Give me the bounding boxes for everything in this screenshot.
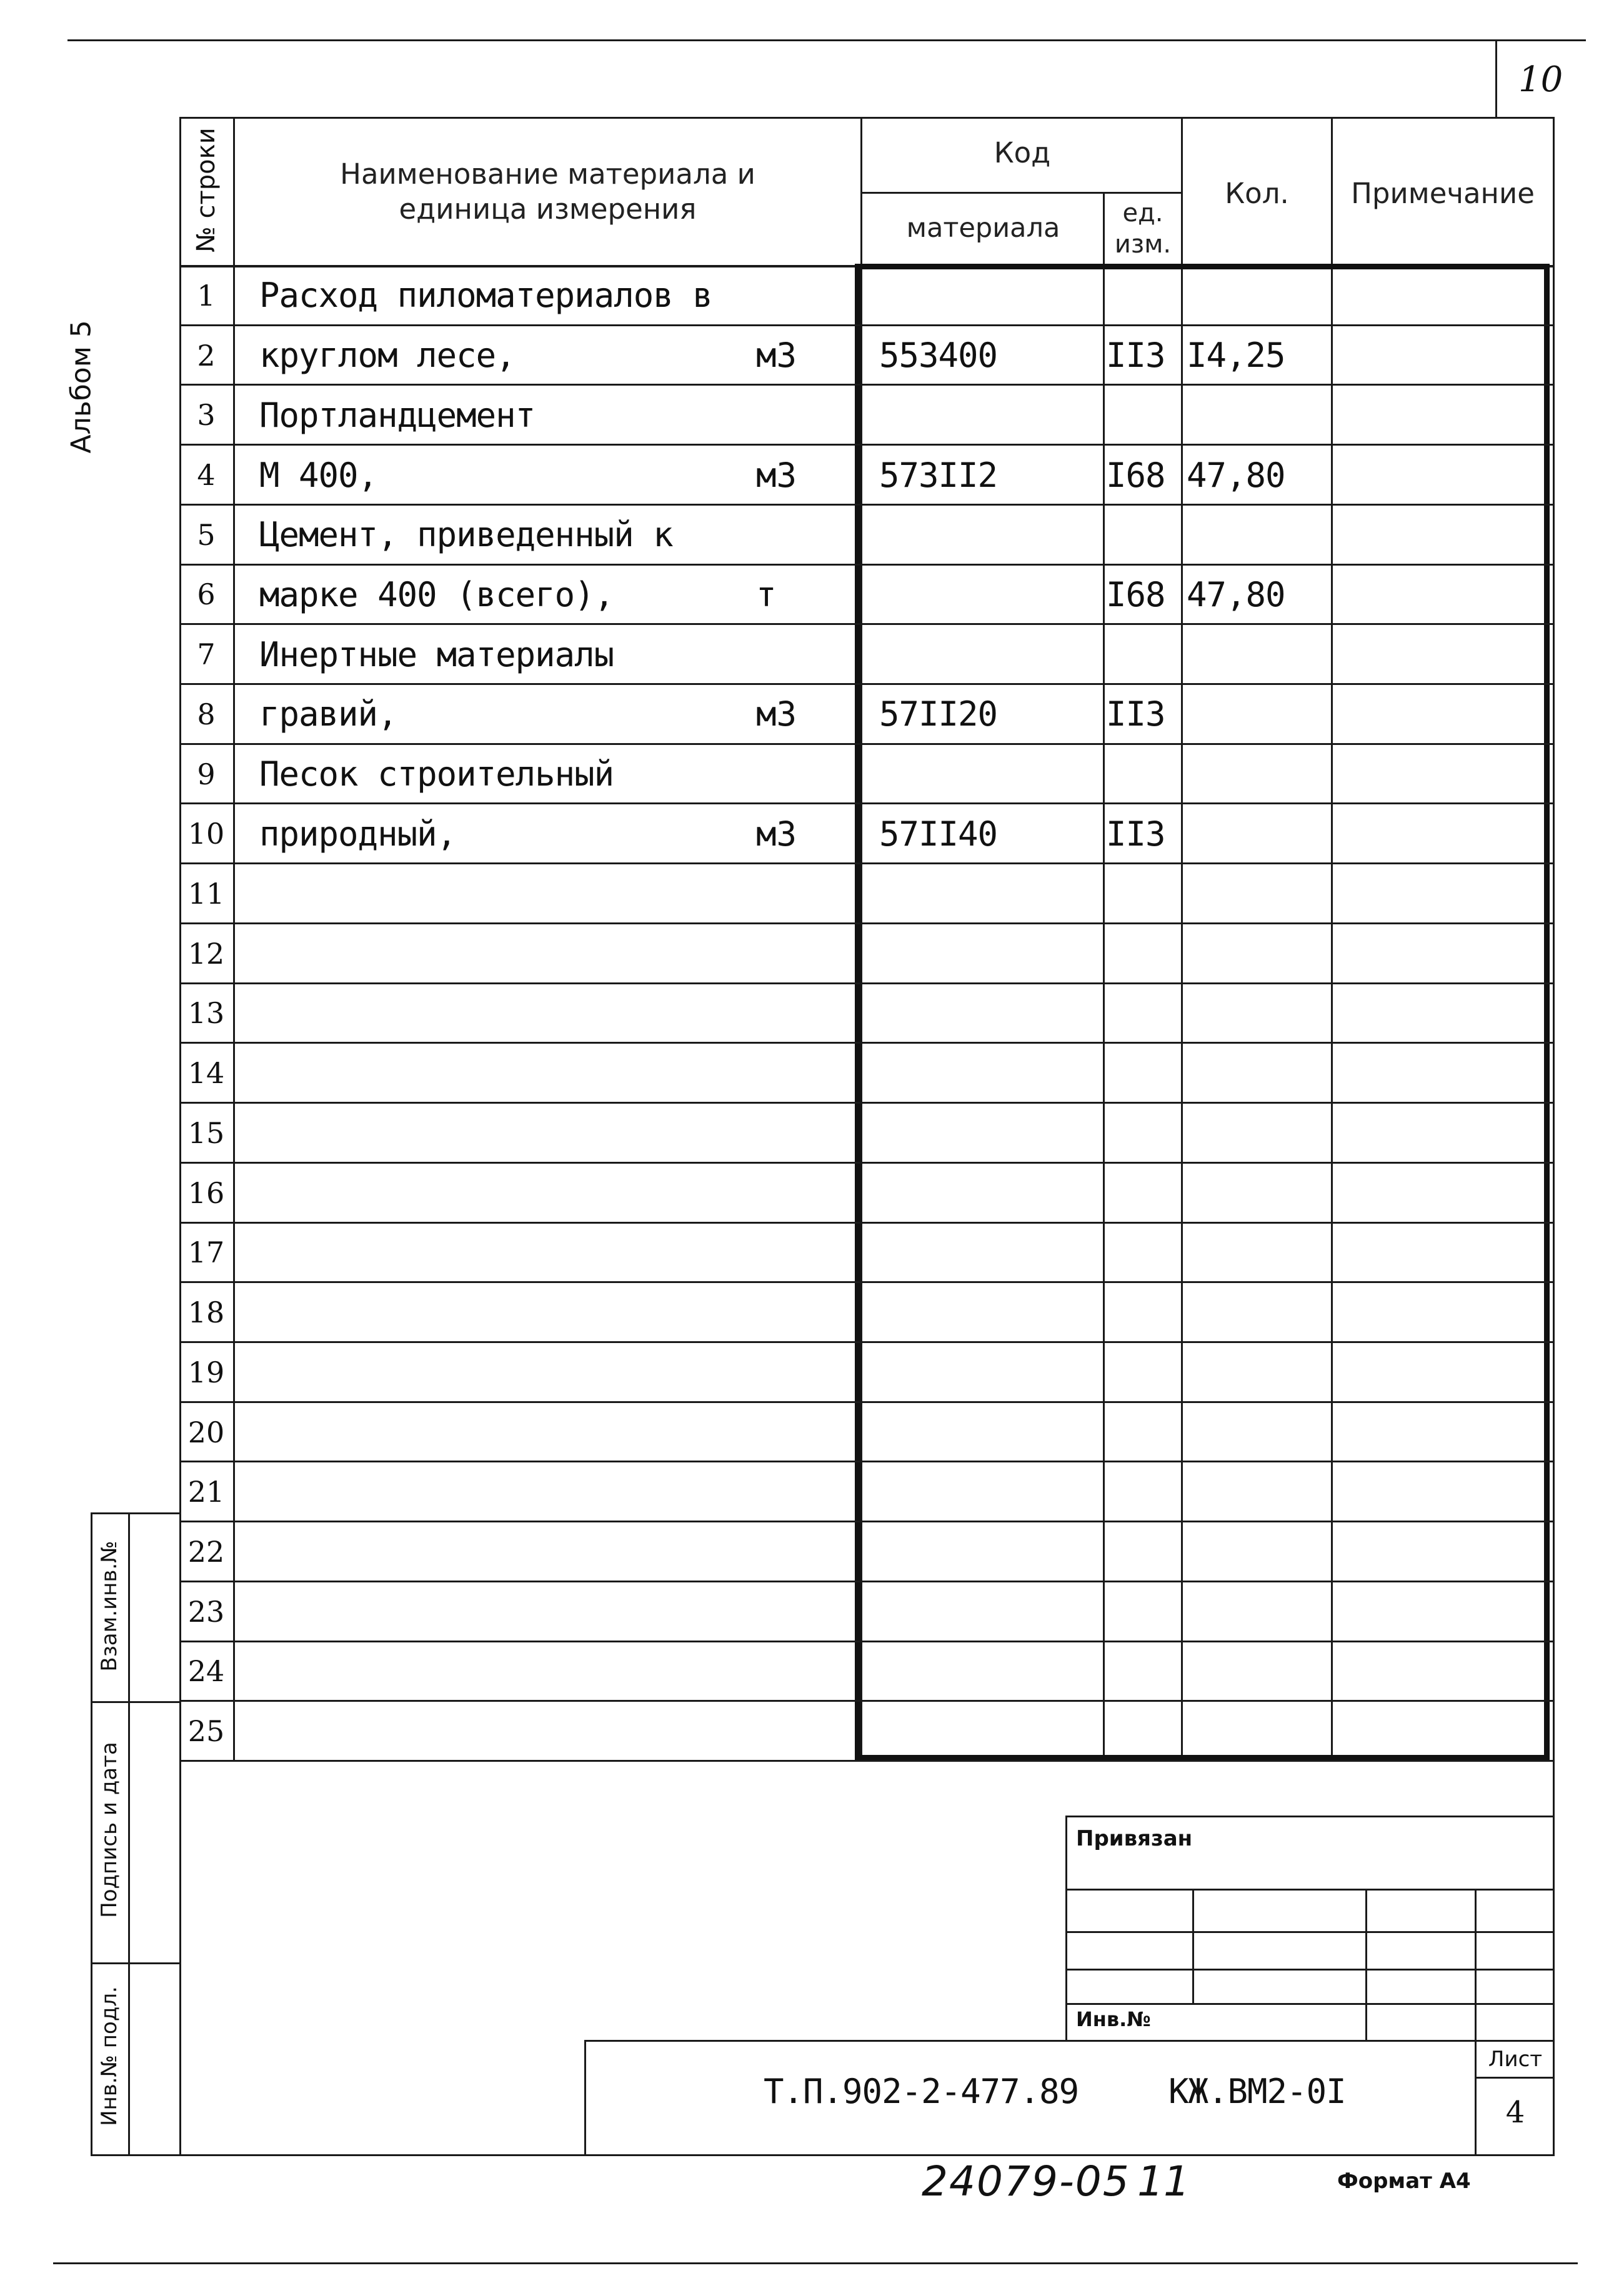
- material-code: 573II2: [879, 455, 998, 495]
- row-number: 20: [187, 1415, 225, 1449]
- row-number: 2: [197, 338, 216, 372]
- row-number: 25: [187, 1714, 225, 1749]
- doc-number: Т.П.902-2-477.89: [764, 2072, 1079, 2111]
- sheet-number: 4: [1505, 2095, 1525, 2130]
- header-note: Примечание: [1351, 177, 1535, 210]
- row-number: 16: [187, 1176, 225, 1210]
- unit-code: II3: [1106, 336, 1165, 376]
- top-rule: [67, 39, 1586, 41]
- sheet-label: Лист: [1488, 2047, 1543, 2072]
- row-number: 13: [187, 996, 225, 1031]
- material-name: Расход пиломатериалов в: [259, 276, 712, 316]
- table-row-9: [179, 744, 1553, 804]
- table-row-8: [179, 684, 1553, 744]
- table-row-18: [179, 1282, 1553, 1342]
- unit-code: II3: [1106, 694, 1165, 734]
- doc-code: КЖ.ВМ2-0I: [1168, 2072, 1346, 2111]
- row-number: 12: [187, 936, 225, 971]
- header-name-line2: единица измерения: [399, 192, 697, 226]
- stamp-inv-original: Инв.№ подл.: [97, 1986, 122, 2126]
- frame-right: [1553, 1761, 1555, 2155]
- material-unit: м3: [756, 694, 797, 734]
- material-name: Портландцемент: [259, 395, 536, 435]
- row-number: 5: [197, 517, 216, 552]
- bottom-rule: [53, 2262, 1578, 2264]
- row-number: 14: [187, 1056, 225, 1091]
- unit-code: I68: [1106, 455, 1165, 495]
- row-number: 4: [197, 458, 216, 492]
- quantity: I4,25: [1187, 336, 1285, 376]
- row-number: 19: [187, 1355, 225, 1389]
- row-number: 23: [187, 1594, 225, 1629]
- row-number: 8: [197, 697, 216, 731]
- table-row-21: [179, 1462, 1553, 1522]
- table-row-4: [179, 445, 1553, 505]
- table-row-20: [179, 1402, 1553, 1462]
- row-number: 1: [197, 278, 216, 312]
- row-number: 11: [187, 877, 225, 911]
- header-material: материала: [906, 212, 1060, 244]
- unit-code: II3: [1106, 814, 1165, 854]
- material-unit: м3: [756, 336, 797, 376]
- inv-label: Инв.№: [1076, 2007, 1151, 2031]
- page-number: 10: [1518, 59, 1563, 100]
- row-number: 15: [187, 1116, 225, 1150]
- row-number: 9: [197, 757, 216, 791]
- table-body: [179, 266, 1553, 1761]
- material-name: марке 400 (всего),: [259, 574, 614, 614]
- table-row-12: [179, 924, 1553, 984]
- table-row-22: [179, 1522, 1553, 1582]
- row-number: 10: [187, 817, 225, 851]
- row-number: 24: [187, 1654, 225, 1689]
- header-unit-line2: изм.: [1114, 230, 1172, 259]
- material-name: природный,: [259, 814, 457, 854]
- header-qty: Кол.: [1225, 177, 1289, 210]
- material-unit: м3: [756, 455, 797, 495]
- material-name: М 400,: [259, 455, 378, 495]
- stamp-replaced-inv: Взам.инв.№: [97, 1541, 122, 1672]
- material-unit: м3: [756, 814, 797, 854]
- frame-left: [179, 1761, 181, 2155]
- row-number: 17: [187, 1236, 225, 1270]
- handwritten-page: 11: [1137, 2157, 1190, 2206]
- table-row-2: [179, 326, 1553, 386]
- unit-code: I68: [1106, 574, 1165, 614]
- table-row-16: [179, 1163, 1553, 1223]
- header-row-number: № строки: [192, 127, 221, 252]
- header-unit-line1: ед.: [1122, 199, 1163, 227]
- table-row-13: [179, 984, 1553, 1044]
- table-row-19: [179, 1342, 1553, 1402]
- header-code: Код: [994, 136, 1051, 169]
- row-number: 22: [187, 1534, 225, 1569]
- material-name: Инертные материалы: [259, 634, 614, 674]
- archive-number: 24079-05: [922, 2157, 1130, 2206]
- material-name: Песок строительный: [259, 754, 614, 794]
- material-name: круглом лесе,: [259, 336, 516, 376]
- row-number: 6: [197, 577, 216, 612]
- table-row-17: [179, 1223, 1553, 1283]
- row-number: 21: [187, 1475, 225, 1509]
- table-row-14: [179, 1043, 1553, 1103]
- bound-label: Привязан: [1076, 1826, 1193, 1851]
- frame-bottom: [91, 2154, 1555, 2156]
- table-row-6: [179, 565, 1553, 625]
- quantity: 47,80: [1187, 455, 1285, 495]
- material-code: 57II40: [879, 814, 998, 854]
- table-row-23: [179, 1582, 1553, 1642]
- table-row-3: [179, 385, 1553, 445]
- table-row-1: [179, 266, 1553, 326]
- table-row-25: [179, 1701, 1553, 1761]
- material-code: 57II20: [879, 694, 998, 734]
- page-number-divider: [1495, 39, 1497, 119]
- table-row-11: [179, 864, 1553, 924]
- format-label: Формат А4: [1337, 2169, 1471, 2194]
- table-row-7: [179, 624, 1553, 684]
- row-number: 7: [197, 637, 216, 672]
- material-name: гравий,: [259, 694, 397, 734]
- table-row-10: [179, 804, 1553, 864]
- quantity: 47,80: [1187, 574, 1285, 614]
- table-row-24: [179, 1642, 1553, 1702]
- header-name-line1: Наименование материала и: [340, 157, 755, 191]
- material-name: Цемент, приведенный к: [259, 515, 673, 555]
- album-label: Альбом 5: [65, 320, 97, 454]
- table-row-5: [179, 505, 1553, 565]
- table-row-15: [179, 1103, 1553, 1163]
- stamp-signature-date: Подпись и дата: [97, 1742, 122, 1918]
- row-number: 3: [197, 398, 216, 432]
- material-unit: т: [756, 574, 777, 614]
- material-code: 553400: [879, 336, 998, 376]
- row-number: 18: [187, 1296, 225, 1330]
